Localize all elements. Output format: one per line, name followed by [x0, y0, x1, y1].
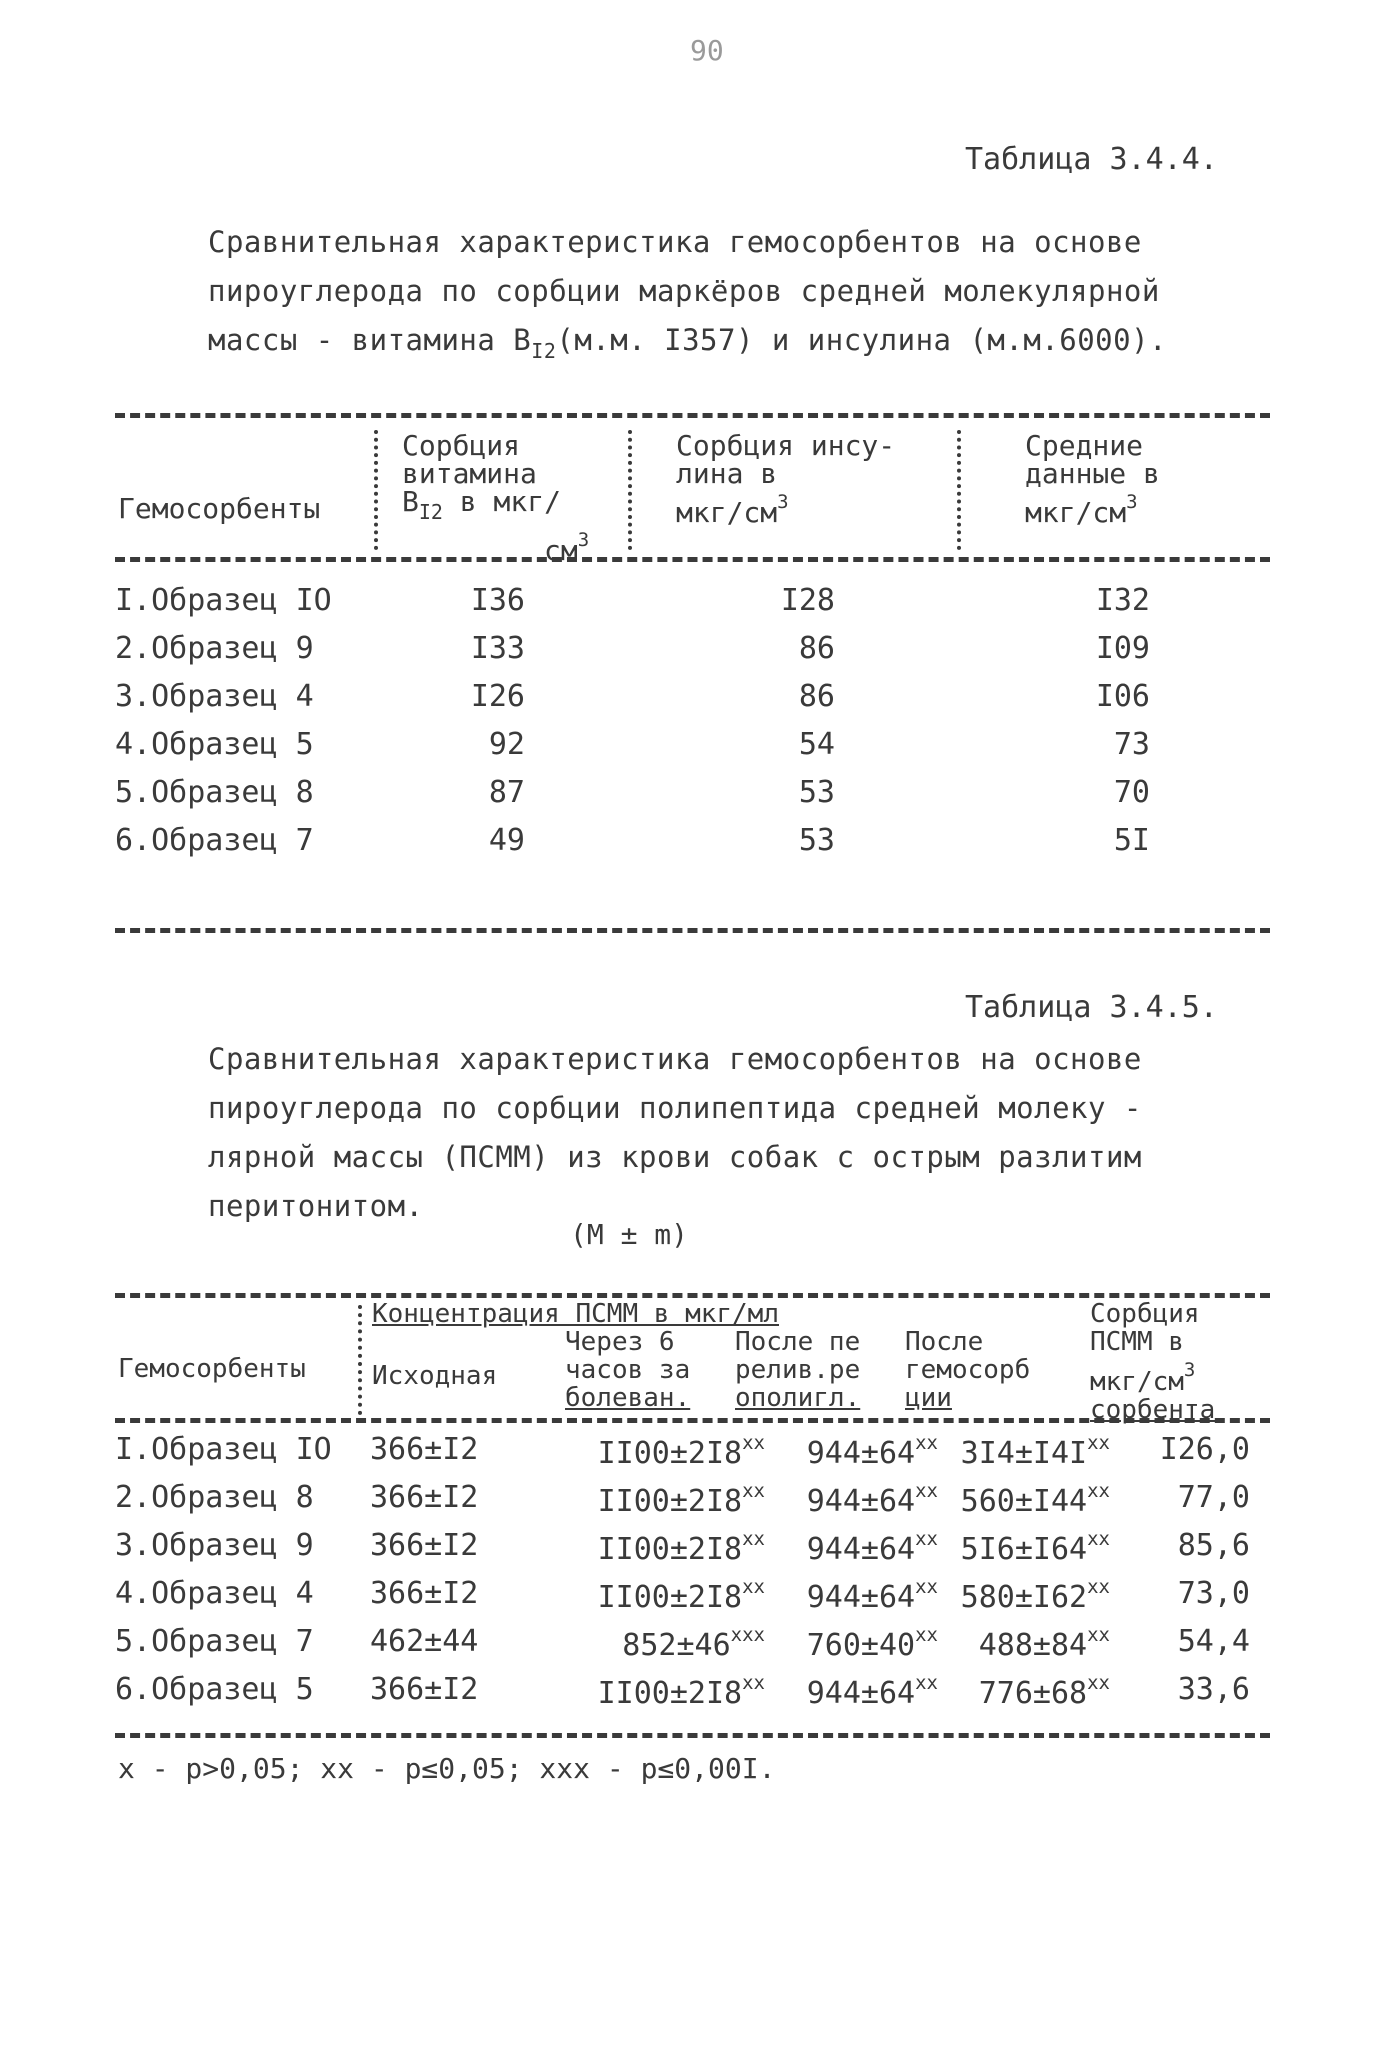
table-row-name: I.Образец IO — [115, 1432, 332, 1467]
significance-mark: xx — [742, 1432, 765, 1454]
cell-value: 776±68 — [978, 1676, 1088, 1711]
cell-value: 560±I44 — [960, 1484, 1088, 1519]
table-row-name: 3.Образец 9 — [115, 1528, 314, 1563]
significance-mark: xx — [742, 1672, 765, 1694]
caption-line: пироуглерода по сорбции полипептида средней молеку - — [208, 1091, 1142, 1125]
table-row-name: 5.Образец 7 — [115, 1624, 314, 1659]
header-line: лина в — [676, 457, 778, 490]
table-row-name: 2.Образец 8 — [115, 1480, 314, 1515]
significance-mark: xx — [1087, 1624, 1110, 1646]
cell-after-hemosorption — [935, 1624, 1110, 1663]
cell-initial: 462±44 — [370, 1624, 479, 1659]
cell-value: 852±46 — [622, 1628, 731, 1663]
cell-sorption: 77,0 — [1177, 1480, 1250, 1515]
table1-header-rule — [115, 557, 1270, 562]
cell-initial: 366±I2 — [370, 1672, 479, 1707]
t2-header-concentration: Концентрация ПСММ в мкг/мл — [372, 1299, 779, 1329]
cell-after-hemosorption — [935, 1576, 1110, 1615]
table1-top-rule — [115, 413, 1270, 418]
table2-footnote: x - p>0,05; xx - p≤0,05; xxx - p≤0,00I. — [118, 1752, 776, 1785]
table-row-name: I.Образец IO — [115, 583, 332, 618]
t1-header-mean — [1025, 429, 1160, 529]
caption-text: массы - витамина В — [208, 323, 532, 357]
cell-after-6h — [545, 1528, 765, 1567]
cell-after-6h — [545, 1432, 765, 1471]
cell-after-reinfusion — [768, 1576, 938, 1615]
t2-header-initial: Исходная — [372, 1361, 498, 1391]
table-row-name: 5.Образец 8 — [115, 775, 314, 810]
significance-mark: xx — [915, 1528, 938, 1550]
cell-initial: 366±I2 — [370, 1432, 479, 1467]
column-separator — [957, 430, 961, 550]
table1-label: Таблица 3.4.4. — [965, 142, 1218, 177]
header-line: гемосорб — [905, 1355, 1031, 1385]
cell-b12-sorption: 92 — [488, 727, 525, 762]
header-line — [676, 488, 895, 527]
significance-mark: xx — [915, 1672, 938, 1694]
cell-value: 944±64 — [806, 1532, 916, 1567]
header-text: мкг/см — [1025, 496, 1127, 529]
significance-mark: xx — [915, 1576, 938, 1598]
table-row-name: 4.Образец 5 — [115, 727, 314, 762]
significance-mark: xx — [1087, 1528, 1110, 1550]
header-line: Сорбция — [402, 429, 521, 462]
header-line: релив.ре — [735, 1355, 861, 1385]
header-text: мкг/см — [1090, 1367, 1184, 1397]
cell-value: II00±2I8 — [597, 1676, 743, 1711]
cell-after-6h — [545, 1672, 765, 1711]
cell-sorption: 85,6 — [1177, 1528, 1250, 1563]
cell-after-reinfusion — [768, 1672, 938, 1711]
cell-b12-sorption: I26 — [470, 679, 525, 714]
t1-header-insulin — [676, 429, 896, 529]
table2-bottom-rule — [115, 1733, 1270, 1738]
cell-b12-sorption: I33 — [470, 631, 525, 666]
page-number: 90 — [690, 34, 724, 67]
significance-mark: xx — [1087, 1672, 1110, 1694]
cell-initial: 366±I2 — [370, 1576, 479, 1611]
cell-insulin-sorption: 54 — [798, 727, 835, 762]
significance-mark: xx — [1087, 1480, 1110, 1502]
column-separator — [374, 430, 378, 550]
caption-line: Сравнительная характеристика гемосорбентов на основе — [208, 1042, 1142, 1076]
cell-after-reinfusion — [768, 1432, 938, 1471]
caption-subscript: I2 — [531, 339, 557, 363]
significance-mark: xx — [915, 1624, 938, 1646]
header-line: Сорбция — [1090, 1299, 1200, 1329]
stat-note: (M ± m) — [570, 1218, 689, 1251]
cell-mean: 5I — [1113, 823, 1150, 858]
significance-mark: xx — [742, 1528, 765, 1550]
cell-after-reinfusion — [768, 1480, 938, 1519]
caption-line: перитонитом. — [208, 1189, 424, 1223]
significance-mark: xxx — [730, 1624, 765, 1646]
header-superscript: 3 — [1183, 1359, 1196, 1381]
cell-value: 5I6±I64 — [960, 1532, 1088, 1567]
header-text: см — [544, 534, 578, 567]
header-text: В — [402, 485, 419, 518]
header-line: болеван. — [565, 1383, 691, 1413]
t2-header-sorption — [1090, 1300, 1215, 1424]
cell-b12-sorption: I36 — [470, 583, 525, 618]
header-line: ополигл. — [735, 1383, 861, 1413]
caption-line: Сравнительная характеристика гемосорбентов на основе — [208, 225, 1142, 259]
cell-mean: I06 — [1095, 679, 1150, 714]
cell-mean: I09 — [1095, 631, 1150, 666]
cell-after-hemosorption — [935, 1672, 1110, 1711]
cell-b12-sorption: 87 — [488, 775, 525, 810]
header-line: После пе — [735, 1327, 861, 1357]
cell-after-reinfusion — [768, 1528, 938, 1567]
header-line: После — [905, 1327, 984, 1357]
significance-mark: xx — [742, 1480, 765, 1502]
cell-value: II00±2I8 — [597, 1436, 743, 1471]
header-text: в мкг/ — [442, 485, 561, 518]
cell-insulin-sorption: I28 — [780, 583, 835, 618]
t2-header-hemosorption — [905, 1328, 1030, 1412]
cell-value: II00±2I8 — [597, 1580, 743, 1615]
header-superscript: 3 — [1126, 491, 1138, 513]
cell-value: 580±I62 — [960, 1580, 1088, 1615]
cell-initial: 366±I2 — [370, 1528, 479, 1563]
cell-b12-sorption: 49 — [488, 823, 525, 858]
header-line: ПСММ в — [1090, 1327, 1184, 1357]
header-line: часов за — [565, 1355, 691, 1385]
table2-header-rule — [115, 1418, 1270, 1423]
cell-insulin-sorption: 86 — [798, 679, 835, 714]
cell-after-hemosorption — [935, 1528, 1110, 1567]
caption-line: пироуглерода по сорбции маркёров средней молекулярной — [208, 274, 1160, 308]
cell-after-6h — [545, 1624, 765, 1663]
t1-header-hemosorbents: Гемосорбенты — [118, 492, 321, 525]
significance-mark: xx — [1087, 1576, 1110, 1598]
cell-sorption: I26,0 — [1159, 1432, 1250, 1467]
cell-insulin-sorption: 86 — [798, 631, 835, 666]
cell-after-reinfusion — [768, 1624, 938, 1663]
header-line: Сорбция инсу- — [676, 429, 896, 462]
cell-value: 944±64 — [806, 1484, 916, 1519]
table-row-name: 6.Образец 5 — [115, 1672, 314, 1707]
cell-sorption: 33,6 — [1177, 1672, 1250, 1707]
column-separator — [628, 430, 632, 550]
t1-header-b12 — [402, 429, 590, 567]
table-row-name: 2.Образец 9 — [115, 631, 314, 666]
t2-header-after6 — [565, 1328, 690, 1412]
cell-value: 944±64 — [806, 1436, 916, 1471]
cell-mean: I32 — [1095, 583, 1150, 618]
cell-value: II00±2I8 — [597, 1532, 743, 1567]
cell-insulin-sorption: 53 — [798, 823, 835, 858]
cell-mean: 70 — [1113, 775, 1150, 810]
significance-mark: xx — [1087, 1432, 1110, 1454]
header-line: ции — [905, 1383, 952, 1413]
caption-line: лярной массы (ПСММ) из крови собак с острым разлитим — [208, 1140, 1142, 1174]
cell-after-6h — [545, 1480, 765, 1519]
t2-header-reinfusion — [735, 1328, 860, 1412]
table-row-name: 4.Образец 4 — [115, 1576, 314, 1611]
cell-value: II00±2I8 — [597, 1484, 743, 1519]
header-line: сорбента — [1090, 1395, 1216, 1425]
header-line: данные в — [1025, 457, 1160, 490]
cell-value: 944±64 — [806, 1676, 916, 1711]
cell-after-hemosorption — [935, 1432, 1110, 1471]
table2-label: Таблица 3.4.5. — [965, 990, 1218, 1025]
column-separator — [358, 1305, 362, 1415]
cell-value: 488±84 — [978, 1628, 1088, 1663]
table2-top-rule — [115, 1293, 1270, 1298]
cell-value: 944±64 — [806, 1580, 916, 1615]
header-superscript: 3 — [577, 529, 590, 551]
significance-mark: xx — [742, 1576, 765, 1598]
caption-text: (м.м. I357) и инсулина (м.м.6000). — [556, 323, 1167, 357]
header-line — [1025, 488, 1160, 527]
cell-value: 3I4±I4I — [960, 1436, 1088, 1471]
t2-header-hemosorbents: Гемосорбенты — [118, 1354, 306, 1384]
cell-after-hemosorption — [935, 1480, 1110, 1519]
cell-sorption: 73,0 — [1177, 1576, 1250, 1611]
header-subscript: I2 — [418, 500, 443, 524]
table-row-name: 6.Образец 7 — [115, 823, 314, 858]
header-superscript: 3 — [777, 491, 789, 513]
cell-after-6h — [545, 1576, 765, 1615]
header-line — [402, 485, 589, 526]
header-line: витамина — [402, 457, 537, 490]
cell-value: 760±40 — [806, 1628, 916, 1663]
header-text: мкг/см — [676, 496, 778, 529]
header-line — [1090, 1356, 1215, 1396]
table-row-name: 3.Образец 4 — [115, 679, 314, 714]
cell-sorption: 54,4 — [1177, 1624, 1250, 1659]
header-line: Средние — [1025, 429, 1144, 462]
table1-bottom-rule — [115, 928, 1270, 933]
cell-initial: 366±I2 — [370, 1480, 479, 1515]
cell-mean: 73 — [1113, 727, 1150, 762]
table1-caption — [208, 218, 1167, 376]
significance-mark: xx — [915, 1480, 938, 1502]
cell-insulin-sorption: 53 — [798, 775, 835, 810]
caption-line — [208, 316, 1167, 376]
header-line: Через 6 — [565, 1327, 675, 1357]
significance-mark: xx — [915, 1432, 938, 1454]
table2-caption — [208, 1035, 1142, 1231]
